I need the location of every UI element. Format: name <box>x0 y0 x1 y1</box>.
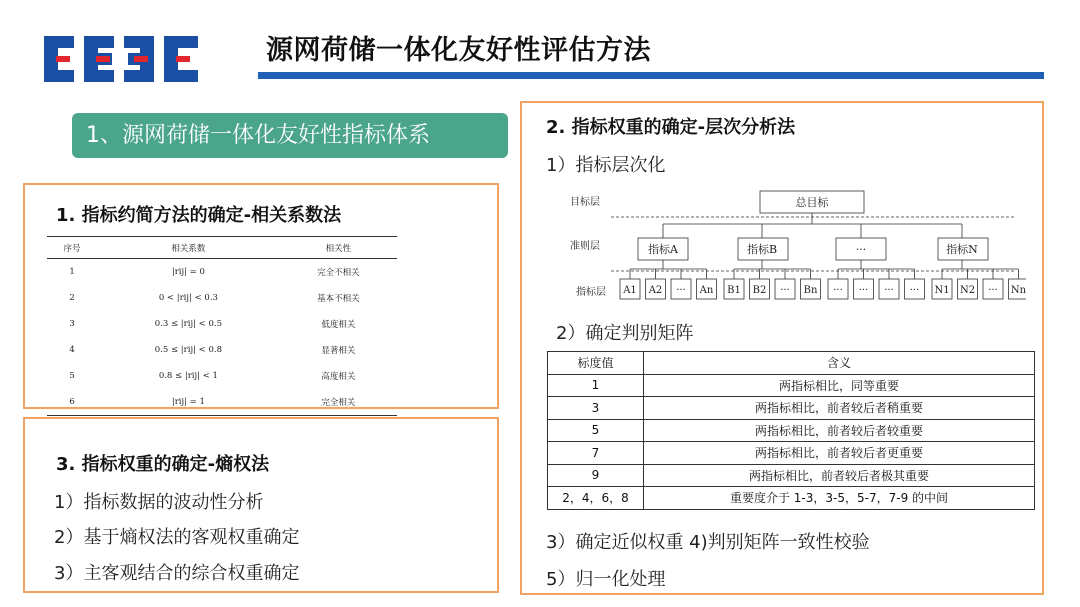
cell-level: 低度相关 <box>321 320 356 330</box>
layer-label: 准则层 <box>570 241 600 252</box>
indicator-node: Bn <box>803 285 818 296</box>
panel1-heading: 1. 指标约简方法的确定-相关系数法 <box>56 205 342 226</box>
page-title: 源网荷储一体化友好性评估方法 <box>266 35 651 66</box>
table-row <box>548 397 1035 420</box>
col-header: 含义 <box>644 352 1035 375</box>
indicator-node: ··· <box>676 285 686 296</box>
table-row <box>47 285 397 311</box>
indicator-node: ··· <box>988 285 998 296</box>
cell-coef: |rij| = 1 <box>97 389 280 416</box>
step5-label: 5）归一化处理 <box>546 569 666 590</box>
col-header: 序号 <box>47 237 97 259</box>
title-underline <box>258 72 1044 79</box>
cell-meaning: 两指标相比，前者较后者较重要 <box>644 419 1035 442</box>
criteria-node: 指标B <box>746 243 778 256</box>
cell-coef: |rij| = 0 <box>171 267 205 277</box>
cell-coef: 0 < |rij| < 0.3 <box>158 293 218 303</box>
indicator-node: N2 <box>959 285 976 296</box>
col-header: 相关系数 <box>97 237 280 259</box>
indicator-node: ··· <box>909 285 920 296</box>
table-row <box>548 419 1035 442</box>
step2-label: 2）确定判别矩阵 <box>556 323 694 344</box>
cell-value: 1 <box>548 374 644 397</box>
col-header: 标度值 <box>548 352 644 375</box>
cell-coef: 0.8 ≤ |rij| < 1 <box>158 371 218 381</box>
table-row <box>47 311 397 337</box>
list-item: 2）基于熵权法的客观权重确定 <box>54 527 300 548</box>
ceec-logo <box>38 30 206 88</box>
step1-label: 1）指标层次化 <box>546 155 666 176</box>
cell-no: 4 <box>69 345 75 355</box>
cell-level: 显著相关 <box>321 346 356 356</box>
section-banner: 1、源网荷储一体化友好性指标体系 <box>72 113 508 158</box>
indicator-node: ··· <box>858 285 869 296</box>
cell-no: 1 <box>69 267 75 277</box>
cell-no: 3 <box>69 319 75 329</box>
table-row <box>47 363 397 389</box>
indicator-node: An <box>699 285 714 296</box>
cell-level: 完全相关 <box>280 389 397 416</box>
cell-no: 5 <box>69 371 75 381</box>
cell-meaning: 两指标相比，同等重要 <box>644 374 1035 397</box>
indicator-node: ··· <box>780 285 790 296</box>
indicator-node: ··· <box>833 285 843 296</box>
list-item: 1）指标数据的波动性分析 <box>54 492 264 513</box>
cell-level: 高度相关 <box>321 372 356 382</box>
table-row <box>47 389 397 416</box>
cell-value: 5 <box>548 419 644 442</box>
step3-label: 3）确定近似权重 4)判别矩阵一致性校验 <box>546 532 870 553</box>
indicator-node: ··· <box>884 285 894 296</box>
indicator-node: B1 <box>727 285 741 296</box>
table-row <box>548 442 1035 465</box>
layer-label: 目标层 <box>570 197 600 208</box>
criteria-node: 指标N <box>946 243 978 256</box>
table-row <box>548 374 1035 397</box>
table-row <box>548 487 1035 510</box>
criteria-node: 指标A <box>648 243 678 256</box>
cell-value: 7 <box>548 442 644 465</box>
indicator-node: A2 <box>648 285 663 296</box>
indicator-node: Nn <box>1010 285 1026 296</box>
scale-table <box>547 351 1035 510</box>
cell-level: 基本不相关 <box>317 294 360 304</box>
correlation-table <box>47 236 397 416</box>
goal-node: 总目标 <box>795 196 829 209</box>
cell-no: 2 <box>69 293 75 303</box>
correlation-panel <box>23 183 499 409</box>
cell-value: 2，4，6，8 <box>548 487 644 510</box>
col-header: 相关性 <box>280 237 397 259</box>
layer-label: 指标层 <box>576 287 606 298</box>
table-row <box>47 259 397 286</box>
cell-meaning: 两指标相比，前者较后者极其重要 <box>644 464 1035 487</box>
indicator-node: B2 <box>752 285 767 296</box>
cell-meaning: 两指标相比，前者较后者稍重要 <box>644 397 1035 420</box>
cell-value: 9 <box>548 464 644 487</box>
criteria-node: ··· <box>855 243 867 256</box>
table-row <box>47 337 397 363</box>
cell-meaning: 两指标相比，前者较后者更重要 <box>644 442 1035 465</box>
cell-level: 完全不相关 <box>317 268 360 278</box>
hierarchy-diagram <box>566 183 1026 313</box>
cell-meaning: 重要度介于 1-3，3-5，5-7，7-9 的中间 <box>644 487 1035 510</box>
cell-value: 3 <box>548 397 644 420</box>
ahp-panel <box>520 101 1044 595</box>
list-item: 3）主客观结合的综合权重确定 <box>54 563 300 584</box>
panel3-heading: 3. 指标权重的确定-熵权法 <box>56 454 270 475</box>
cell-coef: 0.5 ≤ |rij| < 0.8 <box>154 345 222 355</box>
cell-coef: 0.3 ≤ |rij| < 0.5 <box>154 319 222 329</box>
indicator-node: N1 <box>934 285 950 296</box>
entropy-panel <box>23 417 499 593</box>
indicator-node: A1 <box>623 285 637 296</box>
table-row <box>548 464 1035 487</box>
cell-no: 6 <box>47 389 97 416</box>
panel2-heading: 2. 指标权重的确定-层次分析法 <box>546 117 796 138</box>
